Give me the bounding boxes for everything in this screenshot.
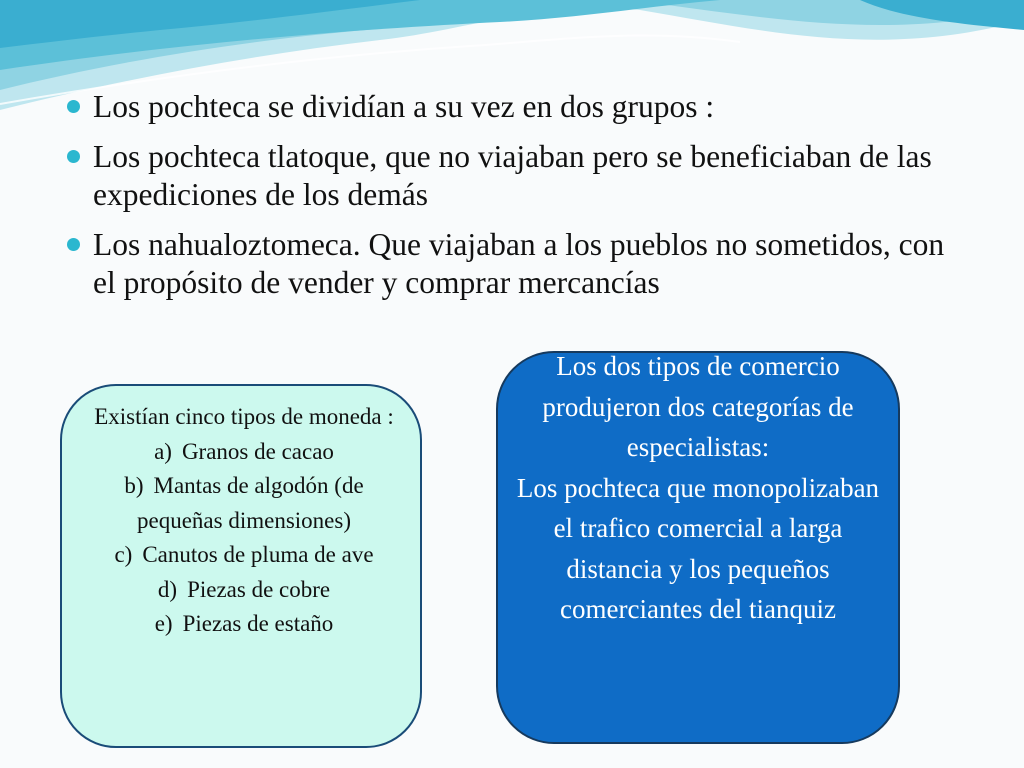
bullet-item <box>62 138 962 214</box>
currency-item-marker: d) <box>157 576 178 602</box>
currency-item-text: Mantas de algodón (de pequeñas dimensiones) <box>137 473 364 533</box>
currency-item <box>80 607 408 642</box>
bullet-item <box>62 88 962 126</box>
currency-item-marker: b) <box>124 473 144 498</box>
currency-item-marker: a) <box>154 438 172 464</box>
bullet-icon <box>67 100 80 113</box>
bullet-text: Los pochteca se dividían a su vez en dos grupos : <box>93 89 715 124</box>
bullet-text: Los pochteca tlatoque, que no viajaban pero se beneficiaban de las expediciones de los demás <box>93 139 932 212</box>
trade-categories-box <box>496 351 900 744</box>
currency-item-text: Piezas de estaño <box>182 611 334 636</box>
currency-intro: Existían cinco tipos de moneda : <box>94 404 394 429</box>
currency-item-marker: c) <box>114 542 133 567</box>
currency-item-text: Canutos de pluma de ave <box>142 542 374 567</box>
currency-item-text: Piezas de cobre <box>187 576 331 602</box>
trade-paragraph-1: Los dos tipos de comercio produjeron dos categorías de especialistas: <box>542 351 854 462</box>
bullet-icon <box>67 238 80 251</box>
trade-paragraph-2: Los pochteca que monopolizaban el trafico comercial a larga distancia y los pequeños comerciantes del tianquiz <box>516 472 880 624</box>
currency-item-text: Granos de cacao <box>181 438 334 464</box>
currency-item-marker: e) <box>154 611 173 636</box>
currency-types-box <box>60 384 422 748</box>
currency-item <box>80 573 408 608</box>
currency-item <box>80 538 408 573</box>
bullet-item <box>62 226 962 302</box>
bullet-icon <box>67 150 80 163</box>
currency-item <box>80 469 408 538</box>
currency-item <box>80 435 408 470</box>
bullet-text: Los nahualoztomeca. Que viajaban a los pueblos no sometidos, con el propósito de vender y comprar mercancías <box>93 227 945 300</box>
bullet-list <box>62 88 962 314</box>
